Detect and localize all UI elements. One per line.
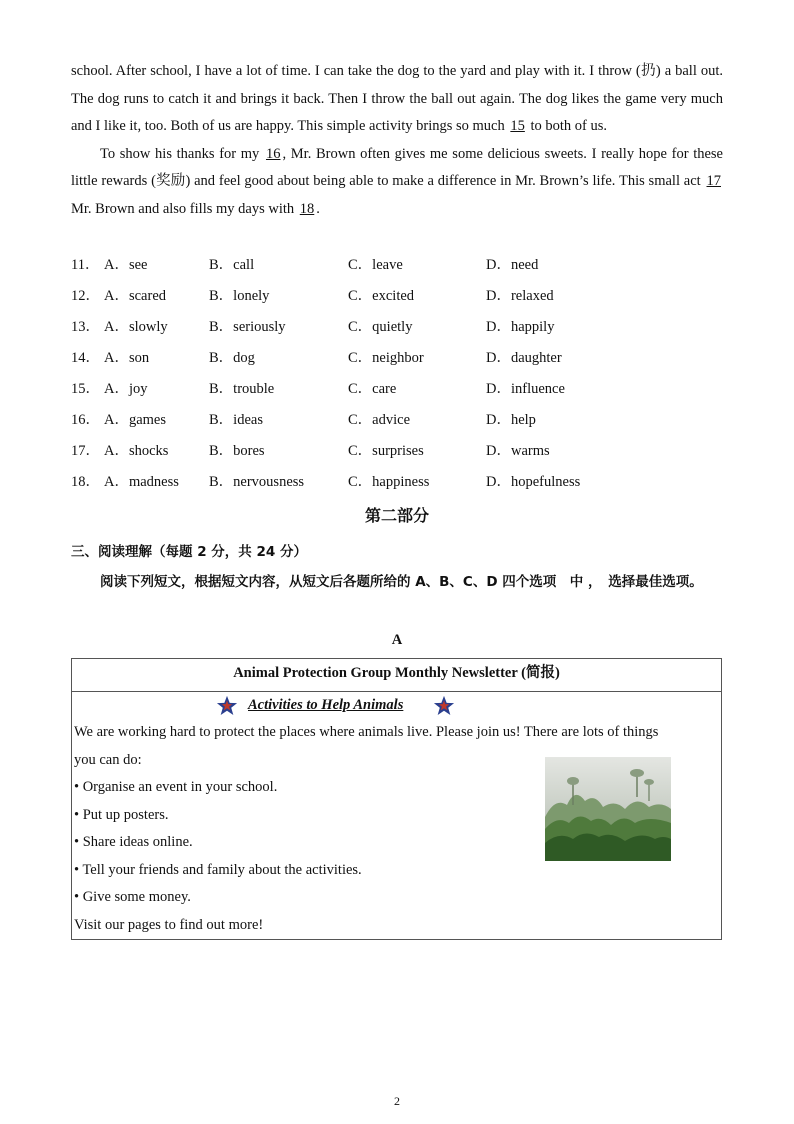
option-b[interactable]: B．trouble [209, 381, 275, 397]
option-d[interactable]: D．happily [486, 319, 555, 335]
intro-line: We are working hard to protect the places where animals live. Please join us! There are lots of things [74, 724, 659, 740]
blank-16: 16 [265, 145, 281, 162]
question-row: 17． A．shocks B．bores C．surprises D．warms [71, 438, 731, 469]
cloze-passage [71, 58, 723, 223]
activities-title: Activities to Help Animals [248, 697, 404, 713]
option-b[interactable]: B．dog [209, 350, 255, 366]
option-b[interactable]: B．lonely [209, 288, 270, 304]
option-b[interactable]: B．nervousness [209, 474, 305, 490]
option-a[interactable]: A．slowly [104, 319, 168, 335]
list-item: • Give some money. [74, 889, 191, 905]
option-d[interactable]: D．warms [486, 443, 550, 459]
option-b[interactable]: B．ideas [209, 412, 263, 428]
option-d[interactable]: D．daughter [486, 350, 562, 366]
closing-line: Visit our pages to find out more! [74, 916, 264, 933]
option-b[interactable]: B．bores [209, 443, 265, 459]
option-c[interactable]: C．advice [348, 412, 411, 428]
option-a[interactable]: A．see [104, 257, 148, 273]
article-letter: A [391, 632, 403, 648]
option-c[interactable]: C．leave [348, 257, 403, 273]
newsletter-box [71, 658, 722, 940]
option-c[interactable]: C．neighbor [348, 350, 424, 366]
option-b[interactable]: B．call [209, 257, 255, 273]
option-c[interactable]: C．excited [348, 288, 415, 304]
option-c[interactable]: C．quietly [348, 319, 413, 335]
option-a[interactable]: A．madness [104, 474, 179, 490]
passage-paragraph-2: To show his thanks for my 16 , Mr. Brown often gives me some delicious sweets. I really hope for these little rewards (奖励) and feel good about being able to make a difference in Mr. Brown’s life. This small act 17 Mr. Brown and also fills my days with 18 . [71, 145, 723, 217]
option-a[interactable]: A．shocks [104, 443, 169, 459]
page-number: 2 [394, 1094, 400, 1108]
newsletter-title: Animal Protection Group Monthly Newsletter (简报) [72, 659, 721, 692]
part-title: 第二部分 [364, 506, 429, 525]
option-c[interactable]: C．happiness [348, 474, 430, 490]
intro-line: you can do: [74, 751, 142, 768]
question-row: 15． A．joy B．trouble C．care D．influence [71, 376, 731, 407]
blank-17: 17 [706, 173, 721, 189]
option-b[interactable]: B．seriously [209, 319, 286, 335]
option-d[interactable]: D．hopefulness [486, 474, 581, 490]
list-item: • Share ideas online. [74, 834, 193, 850]
question-row: 13． A．slowly B．seriously C．quietly D．happily [71, 314, 731, 345]
star-icon [216, 695, 238, 717]
question-row: 11． A．see B．call C．leave D．need [71, 252, 731, 283]
option-a[interactable]: A．scared [104, 288, 167, 304]
question-row: 14． A．son B．dog C．neighbor D．daughter [71, 345, 731, 376]
list-item: • Organise an event in your school. [74, 779, 278, 795]
blank-18: 18 [299, 200, 315, 217]
blank-15: 15 [510, 118, 525, 134]
instructions: 阅读下列短文，根据短文内容，从短文后各题所给的 A、B、C、D 四个选项 中 ， 选择最佳选项。 [100, 574, 703, 590]
answer-options [71, 252, 731, 500]
option-d[interactable]: D．relaxed [486, 288, 554, 304]
list-item: • Put up posters. [74, 806, 169, 823]
option-a[interactable]: A．son [104, 350, 150, 366]
option-a[interactable]: A．games [104, 412, 167, 428]
list-item: • Tell your friends and family about the activities. [74, 861, 362, 878]
option-a[interactable]: A．joy [104, 381, 148, 397]
option-d[interactable]: D．need [486, 257, 539, 273]
question-row: 12． A．scared B．lonely C．excited D．relaxed [71, 283, 731, 314]
question-row: 16． A．games B．ideas C．advice D．help [71, 407, 731, 438]
question-row: 18． A．madness B．nervousness C．happiness D．hopefulness [71, 469, 731, 500]
option-d[interactable]: D．influence [486, 381, 565, 397]
option-d[interactable]: D．help [486, 412, 536, 428]
forest-image [545, 757, 671, 861]
option-c[interactable]: C．surprises [348, 443, 424, 459]
section-title: 三、阅读理解（每题 2 分，共 24 分） [71, 544, 307, 560]
star-icon [433, 695, 455, 717]
option-c[interactable]: C．care [348, 381, 397, 397]
activities-header [72, 692, 721, 720]
passage-paragraph-1: school. After school, I have a lot of time. I can take the dog to the yard and play with it. I throw (扔) a ball out. The dog runs to catch it and brings it back. Then I throw the ball out again. The dog likes the game very much and I like it, too. Both of us are happy. This simple activity brings so much 15 to both of us. [71, 63, 723, 134]
